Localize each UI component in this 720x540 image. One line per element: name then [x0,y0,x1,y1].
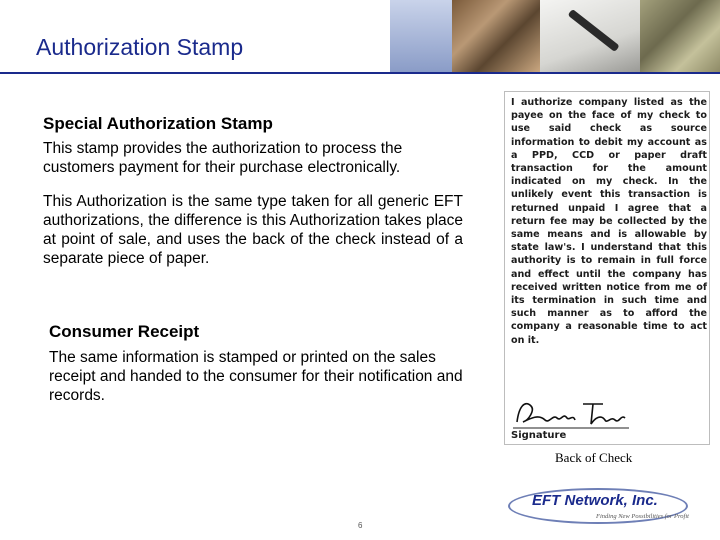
logo-name: EFT Network, Inc. [532,492,658,509]
page-title: Authorization Stamp [36,34,244,60]
consumer-receipt-paragraph: The same information is stamped or printed on the sales receipt and handed to the consumer for their notification and records. [49,349,463,404]
check-caption: Back of Check [555,450,633,465]
section-heading-special-authorization: Special Authorization Stamp [43,114,273,133]
check-authorization-text: I authorize company listed as the payee on the face of my check to use said check as source information to debit my account as a PPD, CCD or paper draft transaction for the amount indicated on my check. In the unlikely event this transaction is returned unpaid I agree that a return fee may be collected by the same means and is allowable by state law's. I understand that this authority is to remain in full force and effect until the company has received written notice from me of its termination in such time and such manner as to afford the company a reasonable time to act on it. [511,97,707,346]
eft-network-logo [508,484,688,528]
logo-tagline: Finding New Possibilities for Profit [596,513,689,520]
section-paragraph-1: This stamp provides the authorization to process the customers payment for their purchase electronically. [43,140,403,176]
section-heading-consumer-receipt: Consumer Receipt [49,322,200,341]
signature-label: Signature [511,430,567,441]
header-photo-strip [390,0,720,72]
header-photo-people [452,0,540,72]
section-paragraph-2: This Authorization is the same type taken for all generic EFT authorizations, the difference is this Authorization takes place at point of sale, and uses the back of the check instead of a separate piece of paper. [43,193,463,267]
check-back-image [504,91,710,445]
title-divider [0,72,720,74]
handwritten-signature [511,392,631,432]
header-photo-blue [390,0,452,72]
slide-number: 6 [358,521,363,530]
header-photo-pen [540,0,640,72]
header-photo-money [640,0,720,72]
